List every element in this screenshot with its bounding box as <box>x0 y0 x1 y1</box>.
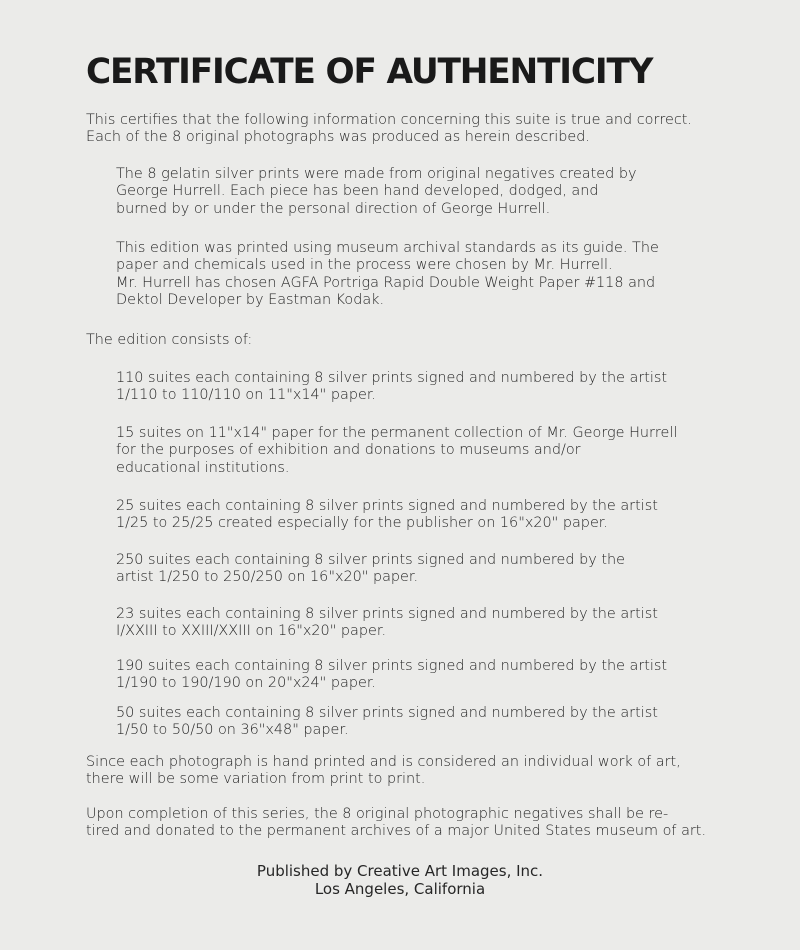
archival-paragraph <box>116 240 694 310</box>
edition-line: 190 suites each containing 8 silver prints signed and numbered by the artist <box>116 658 668 674</box>
publisher-name: Published by Creative Art Images, Inc. <box>256 862 544 880</box>
archival-line: paper and chemicals used in the process were chosen by Mr. Hurrell. <box>116 257 613 274</box>
edition-item <box>116 370 694 405</box>
publisher-block <box>0 862 800 898</box>
publisher-location: Los Angeles, California <box>314 880 486 898</box>
intro-line: Each of the 8 original photographs was produced as herein described. <box>86 129 590 146</box>
archival-line: Dektol Developer by Eastman Kodak. <box>116 292 385 309</box>
edition-item <box>116 606 694 641</box>
edition-line: for the purposes of exhibition and donations to museums and/or <box>116 442 581 459</box>
variation-line: Since each photograph is hand printed and is considered an individual work of art, <box>86 754 681 770</box>
edition-line: 250 suites each containing 8 silver prints signed and numbered by the <box>116 552 625 568</box>
edition-line: 1/190 to 190/190 on 20"x24" paper. <box>116 675 376 692</box>
completion-line: Upon completion of this series, the 8 original photographic negatives shall be re- <box>86 806 669 822</box>
edition-line: 25 suites each containing 8 silver prints signed and numbered by the artist <box>116 498 658 514</box>
edition-item <box>116 425 694 477</box>
edition-line: I/XXIII to XXIII/XXIII on 16"x20" paper. <box>116 623 387 640</box>
certificate-title: CERTIFICATE OF AUTHENTICITY <box>86 52 653 92</box>
intro-paragraph <box>86 112 722 147</box>
variation-line: there will be some variation from print to print. <box>86 771 426 788</box>
archival-line: Mr. Hurrell has chosen AGFA Portriga Rapid Double Weight Paper #118 and <box>116 274 656 291</box>
intro-line: This certifies that the following information concerning this suite is true and correct. <box>86 112 692 128</box>
edition-line: 1/50 to 50/50 on 36"x48" paper. <box>116 722 349 739</box>
edition-line: 110 suites each containing 8 silver prints signed and numbered by the artist <box>116 370 668 386</box>
edition-line: 23 suites each containing 8 silver prints signed and numbered by the artist <box>116 606 658 622</box>
prints-line: The 8 gelatin silver prints were made from original negatives created by <box>116 166 637 182</box>
prints-line: George Hurrell. Each piece has been hand developed, dodged, and <box>116 183 599 200</box>
completion-paragraph <box>86 806 722 841</box>
edition-line: artist 1/250 to 250/250 on 16"x20" paper. <box>116 569 419 586</box>
edition-line: 1/25 to 25/25 created especially for the publisher on 16"x20" paper. <box>116 515 608 532</box>
edition-line: 50 suites each containing 8 silver prints signed and numbered by the artist <box>116 705 658 721</box>
variation-paragraph <box>86 754 722 789</box>
edition-item <box>116 552 694 587</box>
edition-line: educational institutions. <box>116 459 290 476</box>
edition-heading: The edition consists of: <box>86 332 253 348</box>
prints-paragraph <box>116 166 694 218</box>
edition-item <box>116 498 694 533</box>
prints-line: burned by or under the personal direction of George Hurrell. <box>116 200 551 217</box>
edition-item <box>116 705 694 740</box>
edition-line: 15 suites on 11"x14" paper for the permanent collection of Mr. George Hurrell <box>116 425 678 441</box>
edition-line: 1/110 to 110/110 on 11"x14" paper. <box>116 387 376 404</box>
edition-item <box>116 658 694 693</box>
archival-line: This edition was printed using museum archival standards as its guide. The <box>116 240 659 256</box>
completion-line: tired and donated to the permanent archives of a major United States museum of art. <box>86 823 707 840</box>
